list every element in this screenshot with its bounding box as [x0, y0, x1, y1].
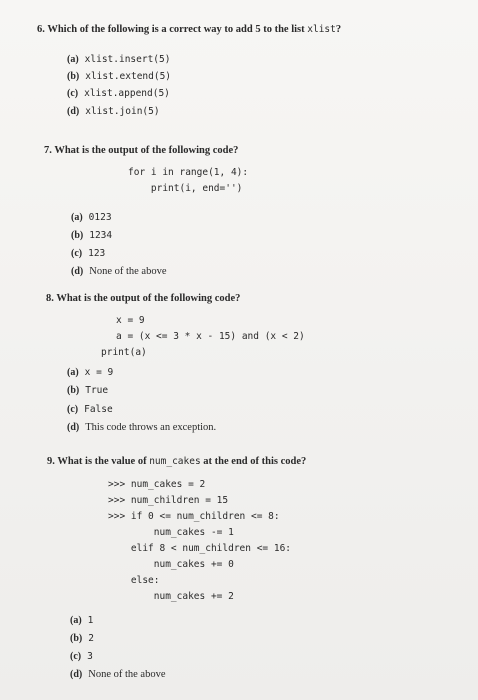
- q9-option-d: (d) None of the above: [70, 669, 166, 680]
- q7-code-line-1: for i in range(1, 4):: [128, 167, 249, 178]
- q6-option-b: (b) xlist.extend(5): [67, 71, 172, 82]
- q9-code-line-1: >>> num_cakes = 2: [108, 479, 206, 490]
- q9-option-a: (a) 1: [70, 615, 94, 626]
- q9-code-line-7: else:: [108, 575, 160, 586]
- q7-option-c: (c) 123: [71, 248, 106, 259]
- q8-code-line-2: a = (x <= 3 * x - 15) and (x < 2): [116, 331, 305, 342]
- question-9-prompt-a: What is the value of: [57, 456, 150, 467]
- q8-option-b: (b) True: [67, 385, 109, 396]
- q6-option-c: (c) xlist.append(5): [67, 88, 170, 99]
- q8-code-line-3: print(a): [101, 347, 147, 358]
- q7-option-b: (b) 1234: [71, 230, 113, 241]
- question-8-number: 8.: [46, 293, 54, 304]
- q6-option-d: (d) xlist.join(5): [67, 106, 160, 117]
- question-7: [44, 145, 238, 156]
- q9-code-line-4: num_cakes -= 1: [108, 527, 234, 538]
- question-6-prompt-code: xlist: [307, 24, 336, 35]
- question-8: [46, 293, 240, 304]
- q8-option-a: (a) x = 9: [67, 367, 114, 378]
- q7-code-line-2: print(i, end=''): [128, 183, 243, 194]
- question-9-prompt-code: num_cakes: [149, 456, 201, 467]
- question-6-prompt-a: Which of the following is a correct way to add 5 to the list: [47, 24, 308, 35]
- question-9-prompt-b: at the end of this code?: [200, 456, 307, 467]
- question-7-prompt: What is the output of the following code?: [54, 145, 239, 156]
- q7-option-a: (a) 0123: [71, 212, 112, 223]
- question-6-number: 6.: [37, 24, 45, 35]
- q9-code-line-6: num_cakes += 0: [108, 559, 234, 570]
- q8-code-line-1: x = 9: [116, 315, 145, 326]
- q9-code-line-5: elif 8 < num_children <= 16:: [108, 543, 292, 554]
- question-9-number: 9.: [47, 456, 55, 467]
- q8-option-c: (c) False: [67, 404, 113, 415]
- question-7-number: 7.: [44, 145, 52, 156]
- question-6: [37, 24, 341, 35]
- q9-option-b: (b) 2: [70, 633, 94, 644]
- q9-option-c: (c) 3: [70, 651, 93, 662]
- question-8-prompt: What is the output of the following code?: [56, 293, 241, 304]
- q9-code-line-8: num_cakes += 2: [108, 591, 234, 602]
- question-9: [47, 456, 306, 467]
- q6-option-a: (a) xlist.insert(5): [67, 54, 171, 65]
- question-6-prompt-b: ?: [335, 24, 342, 35]
- q9-code-line-2: >>> num_children = 15: [108, 495, 229, 506]
- q7-option-d: (d) None of the above: [71, 266, 167, 277]
- q9-code-line-3: >>> if 0 <= num_children <= 8:: [108, 511, 280, 522]
- q8-option-d: (d) This code throws an exception.: [67, 422, 217, 433]
